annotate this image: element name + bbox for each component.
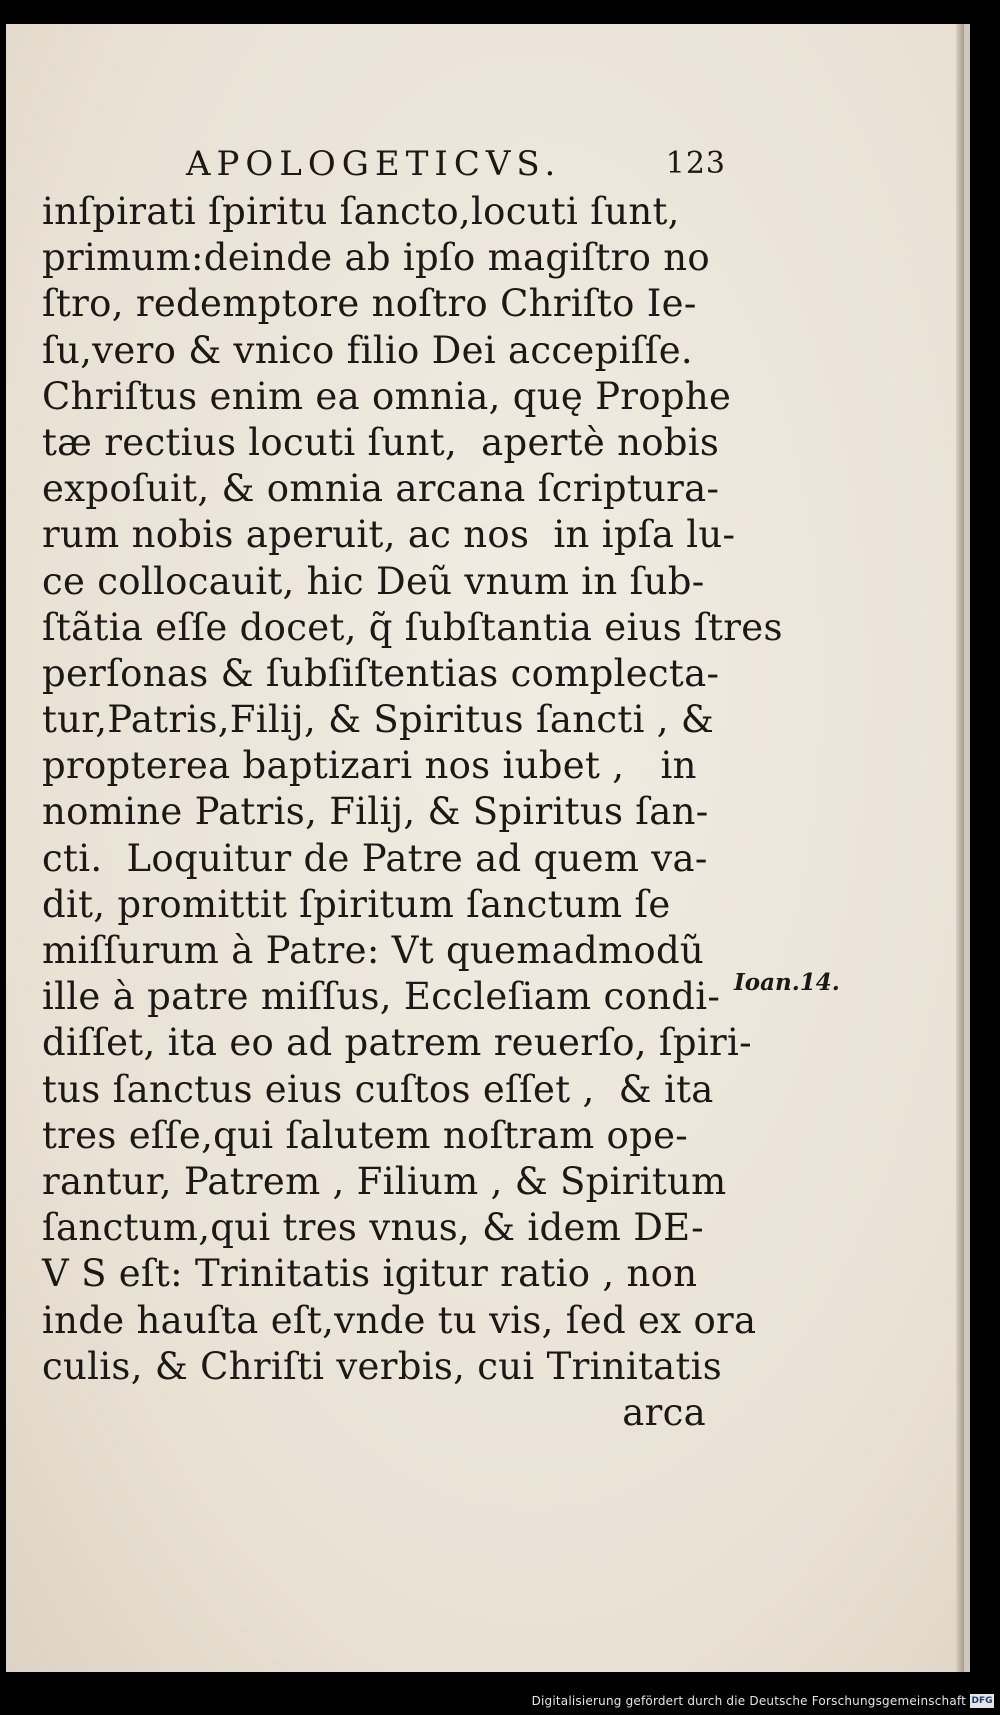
text-line: nomine Patris, Filij, & Spiritus ſan- — [42, 790, 709, 834]
text-line: perſonas & ſubſiſtentias complecta- — [42, 651, 720, 695]
text-line: ille à patre miſſus, Eccleſiam condi- — [42, 975, 721, 1019]
text-line: rum nobis aperuit, ac nos in ipſa lu- — [42, 513, 736, 557]
text-line: V S eſt: Trinitatis igitur ratio , non — [42, 1252, 698, 1296]
page-header — [186, 144, 726, 194]
text-line: ſtãtia eſſe docet, q̃ ſubſtantia eius ſtres — [42, 605, 783, 649]
text-line: cti. Loquitur de Patre ad quem va- — [42, 836, 708, 880]
text-line: tur,Patris,Filij, & Spiritus ſancti , & — [42, 698, 715, 742]
text-line: inde hauſta eſt,vnde tu vis, ſed ex ora — [42, 1298, 757, 1342]
text-line: tus ſanctus eius cuſtos eſſet , & ita — [42, 1067, 714, 1111]
text-line: rantur, Patrem , Filium , & Spiritum — [42, 1159, 727, 1203]
page-number: 123 — [665, 146, 726, 181]
text-line: tres eſſe,qui ſalutem noſtram ope- — [42, 1113, 689, 1157]
text-line: dit, promittit ſpiritum ſanctum ſe — [42, 882, 671, 926]
text-line: tæ rectius locuti ſunt, apertè nobis — [42, 420, 720, 464]
marginal-note: Ioan.14. — [734, 969, 840, 996]
text-line: miſſurum à Patre: Vt quemadmodũ — [42, 929, 705, 972]
catchword: arca — [622, 1390, 706, 1434]
footer — [0, 1690, 1000, 1715]
text-line: ce collocauit, hic Deũ vnum in ſub- — [42, 559, 705, 603]
page-edge — [956, 24, 964, 1672]
text-line: diſſet, ita eo ad patrem reuerſo, ſpiri- — [42, 1021, 752, 1065]
book-page — [6, 24, 970, 1672]
text-line: ſanctum,qui tres vnus, & idem DE- — [42, 1206, 704, 1250]
text-line: inſpirati ſpiritu ſancto,locuti ſunt, — [42, 190, 680, 233]
text-line: expoſuit, & omnia arcana ſcriptura- — [42, 467, 720, 511]
body-text — [42, 189, 783, 1436]
running-head: APOLOGETICVS. — [186, 144, 562, 184]
text-line: primum:deinde ab ipſo magiſtro no — [42, 236, 710, 280]
footer-credit: Digitalisierung gefördert durch die Deutsche Forschungsgemeinschaft — [531, 1694, 966, 1708]
text-line: ſtro, redemptore noſtro Chriſto Ie- — [42, 282, 697, 326]
dfg-logo: DFG — [971, 1696, 993, 1706]
text-line: culis, & Chriſti verbis, cui Trinitatis — [42, 1344, 723, 1388]
text-line: propterea baptizari nos iubet , in — [42, 744, 697, 788]
text-line: Chriſtus enim ea omnia, quę Prophe — [42, 374, 732, 418]
text-line: ſu,vero & vnico filio Dei accepiſſe. — [42, 328, 693, 372]
